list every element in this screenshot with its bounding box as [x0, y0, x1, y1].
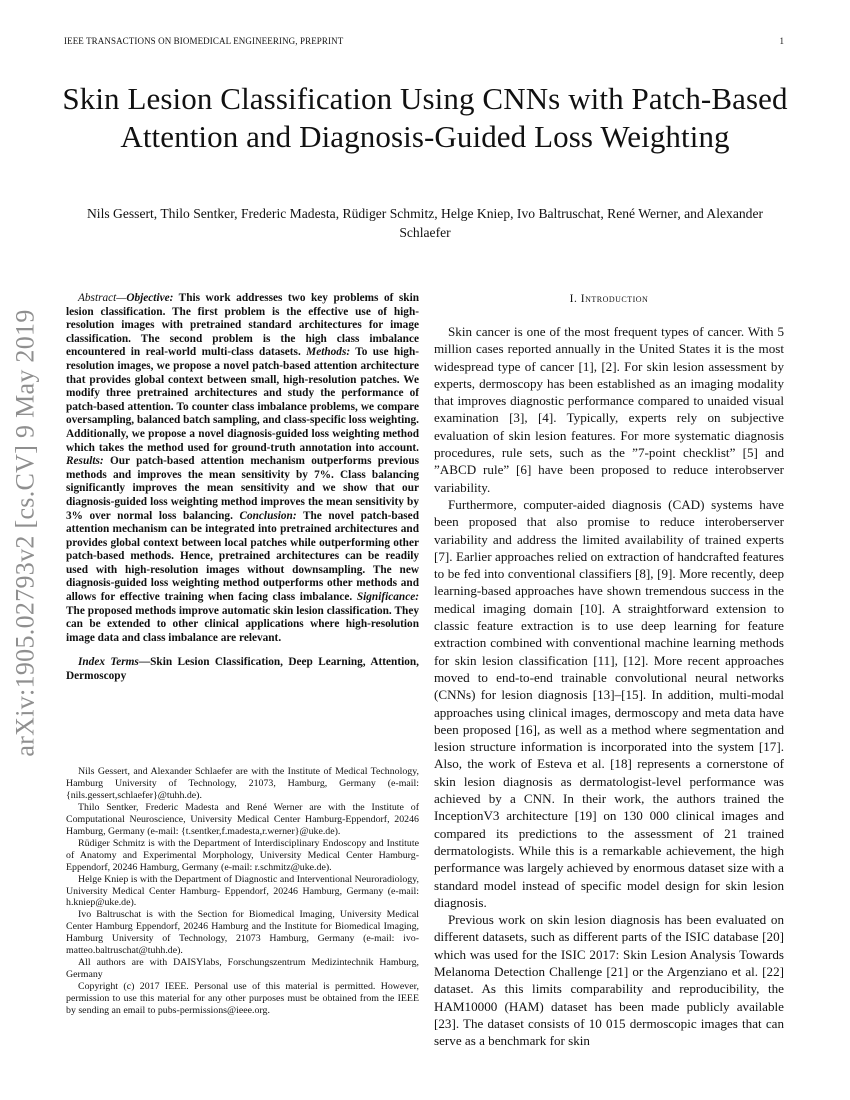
left-column	[66, 292, 419, 684]
body-paragraph: Furthermore, computer-aided diagnosis (CAD) systems have been proposed that also promise to reduce interoberserver variability and address the limited availability of trained experts [7]. Earlier approaches relied on extraction of handcrafted features to be fed into conventional classifiers [8], [9]. More recently, deep learning-based approaches have shown tremendous success in the medical imaging domain [10]. A straightforward extension to classic feature extraction is to use deep learning for feature extraction combined with conventional machine learning methods for skin lesion classification [11], [12]. More recent approaches moved to end-to-end trainable convolutional neural networks (CNNs) for lesion diagnosis [13]–[15]. In addition, multi-modal approaches using clinical images, dermoscopy and meta data have been proposed [16], as well as a method where segmentation and lesion structure information is incorporated into the system [17]. Also, the work of Esteva et al. [18] represents a cornerstone of skin lesion diagnosis as dermatologist-level performance was achieved by a CNN. In their work, the authors trained the InceptionV3 architecture [19] on 130 000 clinical images and compared its predictions to the assessment of 21 trained dermatologists. While this is a remarkable achievement, the high performance was largely achieved by enormous dataset size with a standard model instead of specific model design for skin lesion diagnosis.	[434, 496, 784, 910]
right-column	[434, 292, 784, 1049]
methods-label: Methods:	[306, 346, 351, 359]
body-paragraph: Previous work on skin lesion diagnosis has been evaluated on different datasets, such as different parts of the ISIC database [20] which was used for the ISIC 2017: Skin Lesion Analysis Towards Melanoma Detection Challenge [21] or the Argenziano et al. [22] dataset. As this limits comparability and reproducibility, the HAM10000 (HAM) dataset has been made publicly available [23]. The dataset consists of 10 015 dermoscopic images that can serve as a benchmark for skin	[434, 912, 784, 1049]
footnote: Nils Gessert, and Alexander Schlaefer are with the Institute of Medical Technology, Hamburg University of Technology, 21073, Hamburg, Germany (e-mail: {nils.gessert,schlaefer}@tuhh.de).	[66, 766, 419, 801]
abstract-lead: Abstract—	[78, 292, 127, 304]
section-number: I.	[569, 293, 581, 305]
conclusion-text: The novel patch-based attention mechanism can be integrated into pretrained architectures and provides global context between local patches while outperforming other patch-based methods. Hence, pretrained architectures can be readily used with high-resolution images without downsampling. The new diagnosis-guided loss weighting method outperforms other methods and allows for effective training when facing class imbalance.	[66, 509, 419, 604]
author-list: Nils Gessert, Thilo Sentker, Frederic Madesta, Rüdiger Schmitz, Helge Kniep, Ivo Baltruschat, René Werner, and Alexander Schlaefer	[86, 206, 764, 240]
conclusion-label: Conclusion:	[239, 509, 297, 522]
footnote: Rüdiger Schmitz is with the Department of Interdisciplinary Endoscopy and Institute of Anatomy and Experimental Morphology, University Medical Center Hamburg-Eppendorf, 20246 Hamburg, Germany (e-mail: r.schmitz@uke.de).	[66, 837, 419, 873]
footnote: All authors are with DAISYlabs, Forschungszentrum Medizintechnik Hamburg, Germany	[66, 957, 419, 981]
index-terms	[66, 656, 419, 683]
body-paragraph: Skin cancer is one of the most frequent types of cancer. With 5 million cases reported annually in the United States it is the most widespread type of cancer [1], [2]. For skin lesion assessment by experts, dermoscopy has been established as an imaging modality that improves diagnostic performance compared to unaided visual examination [3], [4]. Typically, experts rely on subjective evaluation of skin lesion features. For more systematic diagnosis procedures, rule sets, such as the ”7-point checklist” [5] and ”ABCD rule” [6] have been proposed to reduce interobserver variability.	[434, 324, 784, 495]
page-number: 1	[779, 36, 784, 46]
methods-text: To use high-resolution images, we propose a novel patch-based attention architecture that provides global context between small, high-resolution patches. We modify three pretrained architectures and study the performance of patch-based attention. To counter class imbalance problems, we compare oversampling, balanced batch sampling, and class-specific loss weighting. Additionally, we propose a novel diagnosis-guided loss weighting method which takes the method used for ground-truth annotation into account.	[66, 346, 419, 454]
footnote: Helge Kniep is with the Department of Diagnostic and Interventional Neuroradiology, University Medical Center Hamburg- Eppendorf, 20246 Hamburg, Germany (e-mail: h.kniep@uke.de).	[66, 873, 419, 909]
arxiv-identifier: arXiv:1905.02793v2 [cs.CV] 9 May 2019	[11, 309, 40, 757]
introduction-body	[434, 323, 784, 1049]
index-terms-lead: Index Terms—	[78, 656, 151, 669]
journal-header: IEEE TRANSACTIONS ON BIOMEDICAL ENGINEERING, PREPRINT	[64, 36, 344, 46]
objective-text: This work addresses two key problems of skin lesion classification. The first problem is the effective use of high-resolution images with pretrained standard architectures for image classification. The second problem is the high class imbalance encountered in real-world multi-class datasets.	[66, 292, 419, 359]
significance-label: Significance:	[356, 591, 419, 604]
arxiv-stamp	[6, 298, 46, 768]
footnote: Ivo Baltruschat is with the Section for Biomedical Imaging, University Medical Center Hamburg Eppendorf, 20246 Hamburg and the Institute for Biomedical Imaging, Hamburg University of Technology, 21073 Hamburg, Germany (e-mail: ivo-matteo.baltruschat@tuhh.de).	[66, 909, 419, 957]
section-title: Introduction	[580, 293, 649, 305]
footnote: Copyright (c) 2017 IEEE. Personal use of this material is permitted. However, permission to use this material for any other purposes must be obtained from the IEEE by sending an email to pubs-permissions@ieee.org.	[66, 981, 419, 1017]
abstract	[66, 292, 419, 645]
index-terms-text: Skin Lesion Classification, Deep Learning, Attention, Dermoscopy	[66, 656, 419, 683]
section-heading	[434, 293, 784, 305]
footnote: Thilo Sentker, Frederic Madesta and René Werner are with the Institute of Computational Neuroscience, University Medical Center Hamburg-Eppendorf, 20246 Hamburg, Germany (e-mail: {t.sentker,f.madesta,r.werner}@uke.de).	[66, 801, 419, 837]
objective-label: Objective:	[126, 292, 174, 304]
results-label: Results:	[66, 455, 104, 468]
significance-text: The proposed methods improve automatic skin lesion classification. They can be extended to other clinical applications where high-resolution image data and class imbalance are relevant.	[66, 604, 419, 644]
results-text: Our patch-based attention mechanism outperforms previous methods and improves the mean sensitivity by 7%. Class balancing significantly improves the mean sensitivity and we show that our diagnosis-guided loss weighting method improves the mean sensitivity by 3% over normal loss balancing.	[66, 455, 419, 522]
paper-title: Skin Lesion Classification Using CNNs with Patch-Based Attention and Diagnosis-Guided Loss Weighting	[62, 81, 788, 154]
author-footnotes	[66, 766, 419, 1017]
